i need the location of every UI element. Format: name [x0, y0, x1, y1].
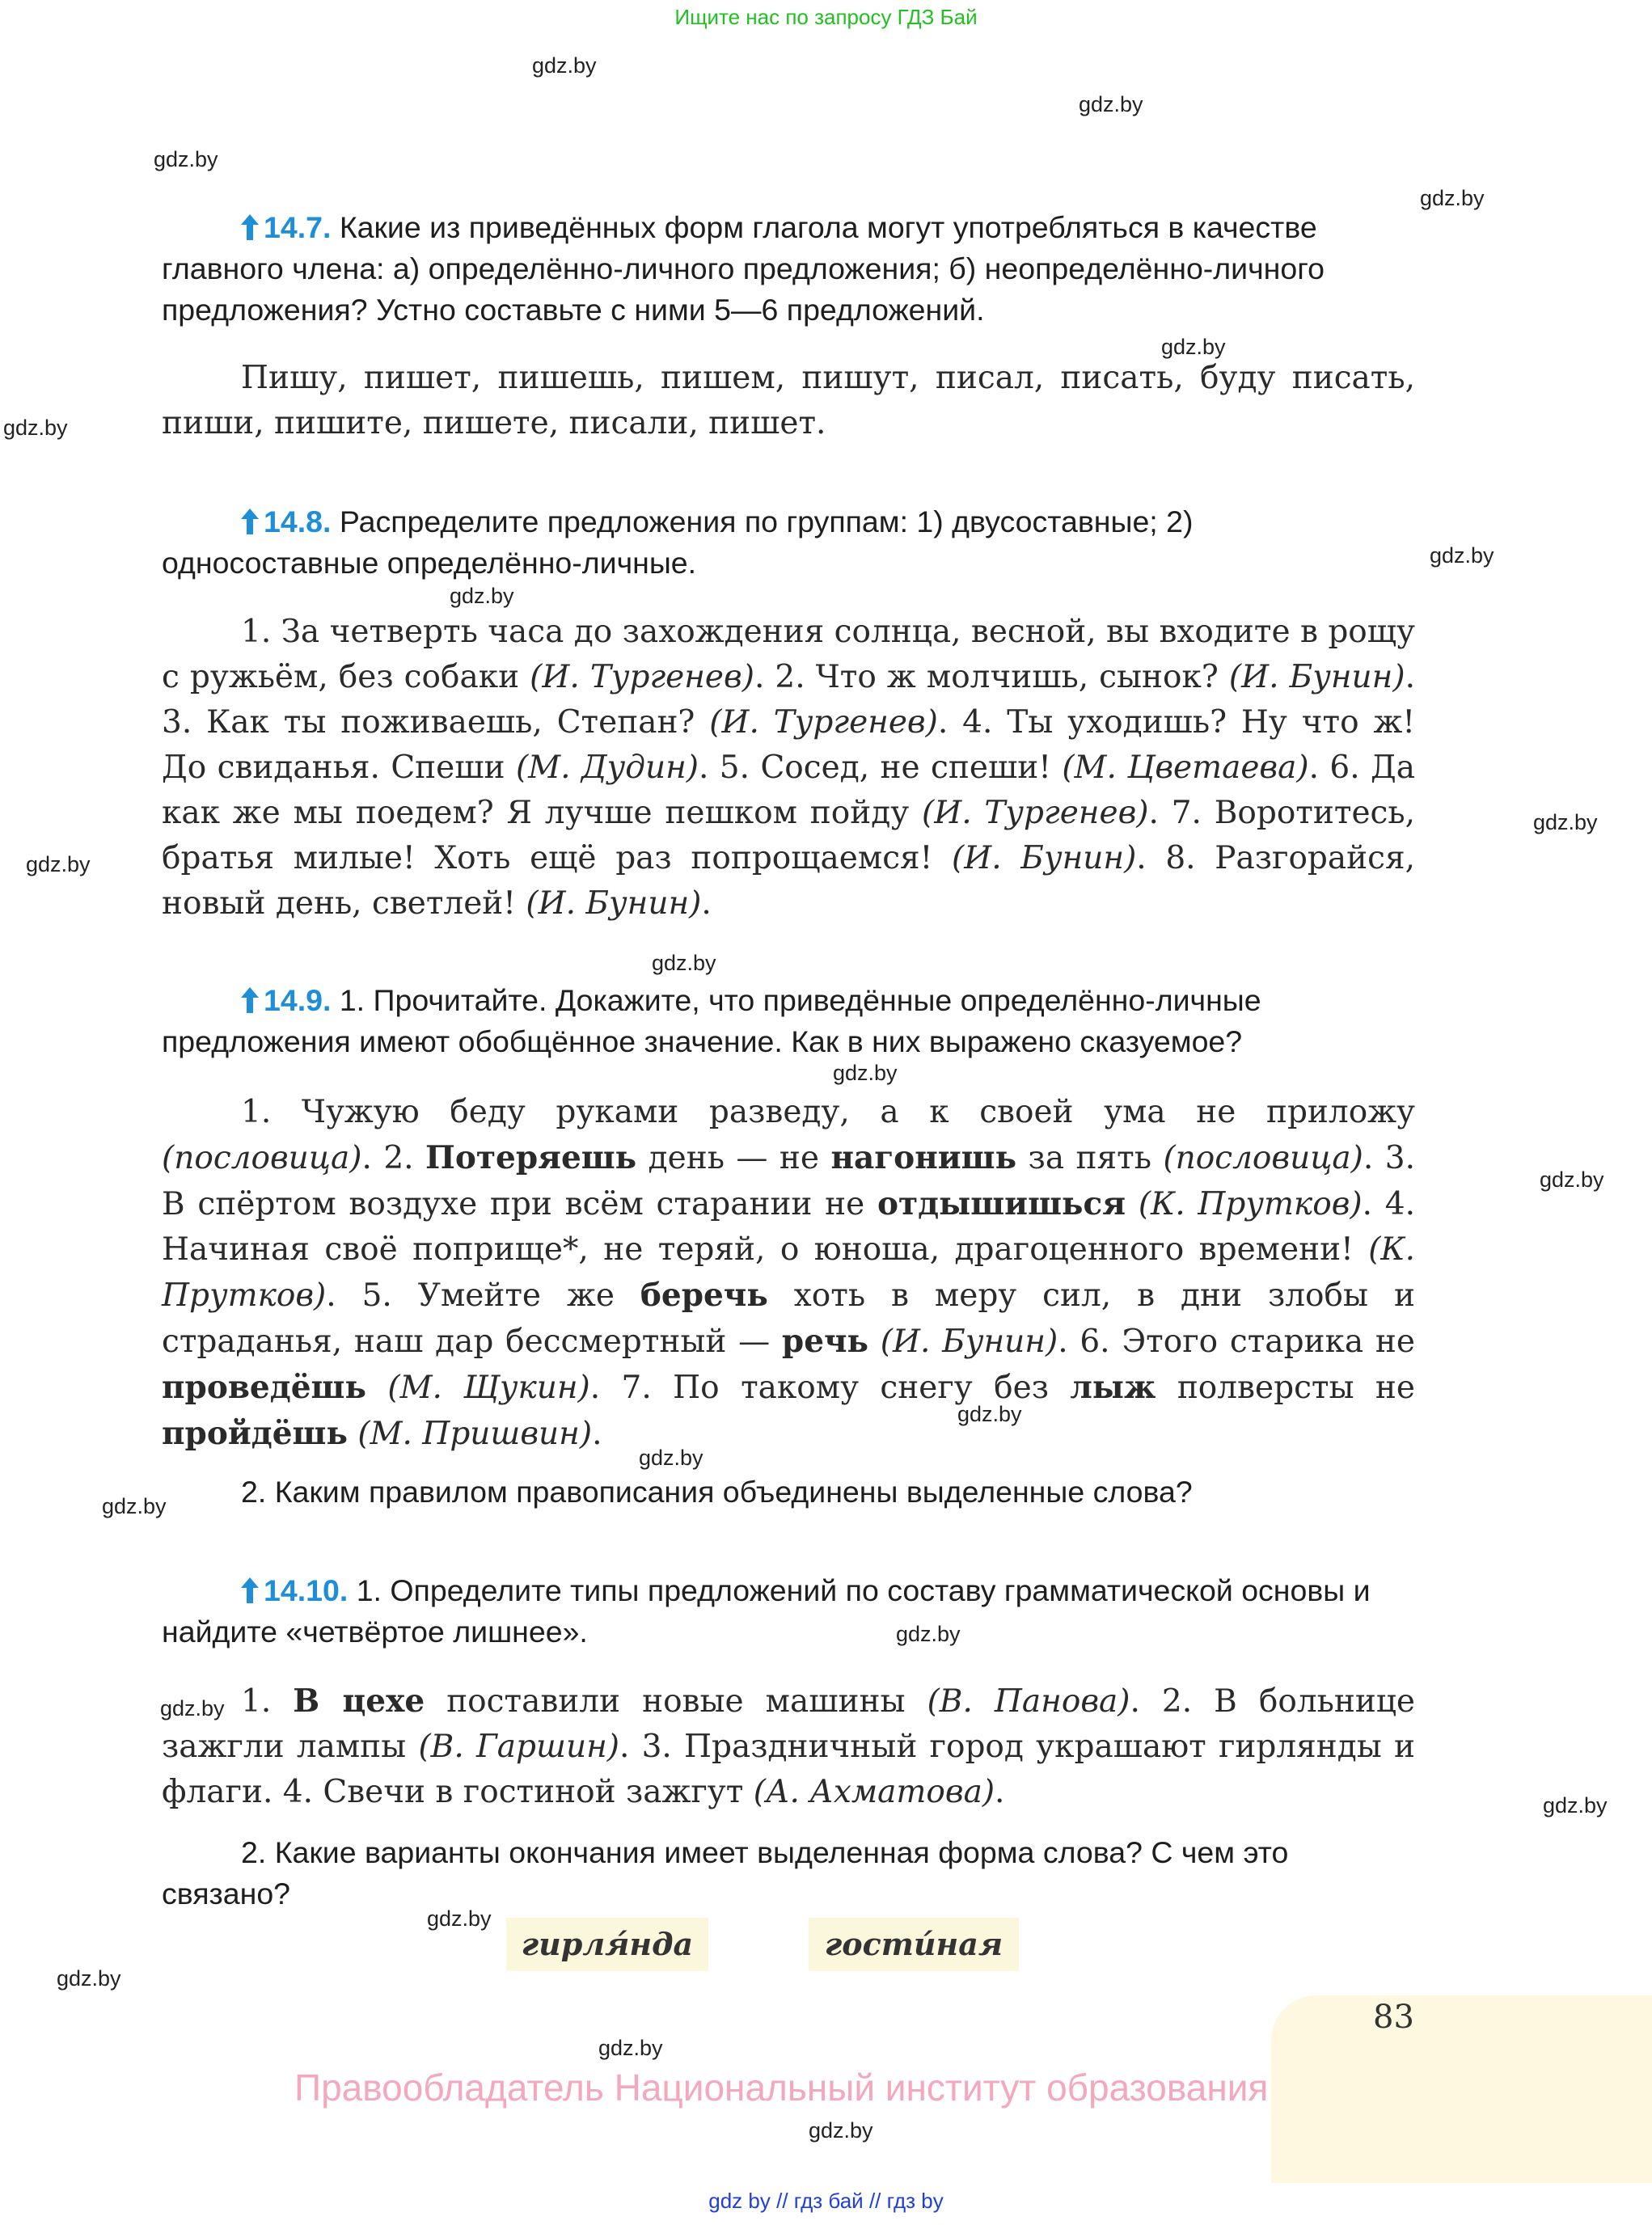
- highlighted-word: проведёшь: [162, 1369, 366, 1406]
- watermark: gdz.by: [809, 2118, 873, 2143]
- sentence: . 6. Да как же мы поедем? Я лучше пешком пойду: [162, 749, 1416, 831]
- sentence: . 2. В больнице зажгли лампы: [162, 1683, 1415, 1765]
- watermark: gdz.by: [957, 1402, 1022, 1426]
- task-14-9-text: [162, 980, 1415, 1062]
- watermark: gdz.by: [1533, 810, 1598, 834]
- watermark: gdz.by: [154, 147, 218, 171]
- highlighted-word: речь: [781, 1323, 869, 1360]
- task-instruction: 1. Определите типы предложений по составу грамматической основы и найдите «четвёртое лишнее».: [162, 1573, 1371, 1649]
- watermark: gdz.by: [896, 1622, 961, 1646]
- sentence: . 7. Воротитесь, братья милые! Хоть ещё раз попрощаемся!: [162, 795, 1416, 876]
- watermark: gdz.by: [1430, 543, 1494, 568]
- footer-separator: //: [776, 2189, 788, 2213]
- rights-holder-text: Правообладатель Национальный институт образования: [294, 2067, 1269, 2109]
- sentence: . 4. Ты уходишь? Ну что ж! До свиданья. Спеши: [162, 704, 1415, 786]
- sentence: . 8. Разгорайся, новый день, светлей!: [162, 840, 1415, 922]
- task-14-8-text: [162, 501, 1415, 584]
- watermark: gdz.by: [652, 951, 716, 975]
- footer-links: [0, 2189, 1652, 2214]
- sentence: . 2. Что ж молчишь, сынок?: [754, 659, 1219, 695]
- sentence: за пять: [1028, 1140, 1151, 1176]
- watermark: gdz.by: [639, 1446, 703, 1470]
- arrow-up-icon: [241, 214, 259, 240]
- task-14-8-example: [162, 610, 1415, 927]
- author: (И. Бунин): [1228, 659, 1405, 695]
- task-number: 14.10.: [264, 1573, 349, 1607]
- sentence: . 3. В спёртом воздухе при всём старании не: [162, 1140, 1415, 1222]
- author: (В. Панова): [927, 1683, 1130, 1720]
- author: (И. Тургенев): [709, 704, 938, 741]
- author: (И. Бунин): [526, 885, 702, 922]
- sentence: . 2.: [361, 1140, 414, 1176]
- author: (В. Гаршин): [418, 1729, 619, 1765]
- sentence: 1. Чужую беду руками разведу, а к своей ума не приложу: [241, 1094, 1415, 1130]
- author: (К. Прутков): [1138, 1186, 1363, 1222]
- watermark: gdz.by: [26, 852, 91, 876]
- arrow-up-icon: [241, 1577, 259, 1603]
- watermark: gdz.by: [532, 53, 597, 78]
- watermark: gdz.by: [450, 584, 514, 608]
- sentence: . 7. По такому снегу без: [589, 1370, 1049, 1406]
- watermark: gdz.by: [427, 1906, 492, 1931]
- sentence: хоть в меру сил, в дни злобы и страданья, наш дар бессмертный —: [162, 1277, 1415, 1360]
- task-instruction: Распределите предложения по группам: 1) двусоставные; 2) односоставные определённо-личные.: [162, 505, 1194, 580]
- author: (И. Тургенев): [921, 795, 1149, 831]
- sentence: . 6. Этого старика не: [1058, 1324, 1415, 1360]
- footer-separator: //: [868, 2189, 881, 2213]
- watermark: gdz.by: [160, 1696, 225, 1720]
- period: .: [592, 1416, 602, 1452]
- author: (И. Тургенев): [530, 659, 754, 695]
- author: (И. Бунин): [880, 1324, 1058, 1360]
- author: (М. Дудин): [515, 749, 699, 786]
- highlighted-word: отдышишься: [877, 1185, 1126, 1222]
- sentence: . 3. Праздничный город украшают гирлянды и флаги. 4. Свечи в гостиной зажгут: [162, 1729, 1415, 1810]
- highlighted-word: В цехе: [293, 1682, 425, 1720]
- task-instruction: Какие из приведённых форм глагола могут употребляться в качестве главного члена: а) определённо-личного предложения; б) неопределённо-личного предложения? Устно составьте с ними 5—6 предложений.: [162, 210, 1325, 327]
- word-garland: гирля́нда: [506, 1918, 708, 1971]
- task-instruction: 1. Прочитайте. Докажите, что приведённые определённо-личные предложения имеют обобщённое значение. Как в них выражено сказуемое?: [162, 983, 1261, 1058]
- task-number: 14.9.: [264, 983, 332, 1017]
- author: (К. Прутков): [162, 1231, 1415, 1314]
- author: (М. Пришвин): [357, 1416, 593, 1452]
- highlighted-word: лыж: [1070, 1369, 1156, 1406]
- page-number: 83: [1373, 1999, 1414, 2036]
- task-14-10-question-2: 2. Какие варианты окончания имеет выделенная форма слова? С чем это связано?: [162, 1835, 1289, 1910]
- word-living-room: гости́ная: [809, 1918, 1019, 1971]
- author: (пословица): [162, 1140, 362, 1176]
- arrow-up-icon: [241, 987, 259, 1013]
- watermark: gdz.by: [3, 416, 68, 440]
- watermark: gdz.by: [1540, 1167, 1604, 1192]
- sentence: поставили новые машины: [446, 1683, 906, 1720]
- footer-link[interactable]: gdz by: [708, 2189, 771, 2213]
- task-14-9-example: [162, 1090, 1415, 1457]
- sentence: 1. За четверть часа до захождения солнца, весной, вы входите в рощу с ружьём, без собаки: [162, 614, 1415, 695]
- sentence: 1.: [241, 1683, 272, 1720]
- author: (М. Цветаева): [1062, 749, 1309, 786]
- example-text: Пишу, пишет, пишешь, пишем, пишут, писал, писать, буду писать, пиши, пишите, пишете, писали, пишет.: [162, 360, 1415, 441]
- page-corner-decoration: [1271, 1995, 1652, 2183]
- watermark: gdz.by: [102, 1494, 167, 1518]
- watermark: gdz.by: [1543, 1793, 1608, 1818]
- sentence: день — не: [648, 1140, 819, 1176]
- highlighted-word: пройдёшь: [162, 1415, 348, 1452]
- task-number: 14.8.: [264, 505, 332, 538]
- task-14-9-question-2: 2. Каким правилом правописания объединены выделенные слова?: [241, 1475, 1193, 1509]
- watermark: gdz.by: [57, 1966, 121, 1991]
- author: (М. Щукин): [387, 1370, 590, 1406]
- highlighted-word: беречь: [640, 1277, 768, 1314]
- sentence: полверсты не: [1177, 1370, 1416, 1406]
- period: .: [995, 1774, 1005, 1810]
- author: (пословица): [1163, 1140, 1363, 1176]
- sentence: . 5. Сосед, не спеши!: [698, 749, 1051, 786]
- watermark: gdz.by: [1079, 92, 1143, 116]
- task-14-7-text: [162, 207, 1415, 331]
- sentence: . 3. Как ты поживаешь, Степан?: [162, 659, 1415, 741]
- sentence: . 5. Умейте же: [326, 1277, 615, 1314]
- footer-link[interactable]: гдз бай: [793, 2189, 864, 2213]
- watermark: gdz.by: [1161, 335, 1226, 359]
- sentence: . 4. Начиная своё поприще*, не теряй, о юноша, драгоценного времени!: [162, 1186, 1415, 1268]
- arrow-up-icon: [241, 509, 259, 534]
- task-14-7-example: [162, 356, 1415, 446]
- watermark: gdz.by: [598, 2036, 663, 2060]
- watermark: gdz.by: [833, 1061, 898, 1085]
- author: (И. Бунин): [952, 840, 1137, 876]
- task-14-10-text: [162, 1570, 1415, 1653]
- task-14-10-example: [162, 1678, 1415, 1815]
- top-banner[interactable]: Ищите нас по запросу ГДЗ Бай: [674, 5, 978, 29]
- period: .: [701, 885, 712, 922]
- watermark: gdz.by: [1420, 186, 1485, 210]
- author: (А. Ахматова): [753, 1774, 995, 1810]
- task-number: 14.7.: [264, 210, 332, 244]
- highlighted-word: нагонишь: [830, 1139, 1017, 1176]
- highlighted-word: Потеряешь: [425, 1139, 637, 1176]
- footer-link[interactable]: гдз by: [886, 2189, 944, 2213]
